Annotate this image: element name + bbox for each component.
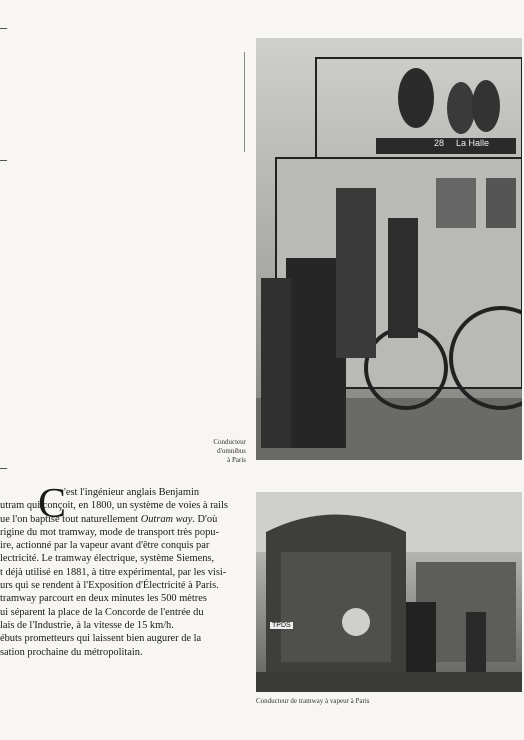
text-line [0,513,240,526]
body-text [0,481,240,659]
text-line: utram qui conçoit, en 1800, un système de voies à rails [0,500,228,512]
omnibus-route-sign: 28 [434,138,445,148]
tramway-caption: Conducteur de tramway à vapeur à Paris [256,697,370,705]
fold-line [244,52,245,152]
text-fragment: . D'où [192,513,218,525]
margin-mark [0,160,7,161]
text-line: ire, actionné par la vapeur avant d'être conquis par [0,540,210,552]
margin-mark [0,468,7,469]
omnibus-caption [190,438,246,465]
text-line: rigine du mot tramway, mode de transport très popu- [0,526,219,538]
margin-mark [0,28,7,29]
omnibus-destination-sign: La Halle [456,138,490,148]
text-line: urs qui se rendent à l'Exposition d'Électricité à Paris. [0,580,219,592]
text-line: t déjà utilisé en 1881, à titre expérimental, par les visi- [0,566,227,578]
omnibus-photo [256,38,522,460]
text-line: sation prochaine du métropolitain. [0,646,143,658]
text-line: ébuts prometteurs qui laissent bien augurer de la [0,633,202,645]
text-line: tramway parcourt en deux minutes les 500 mètres [0,593,207,605]
steam-tram-photo [256,492,522,692]
caption-line: à Paris [227,456,246,464]
text-line: ui séparent la place de la Concorde de l'entrée du [0,606,204,618]
text-fragment: ue l'on baptise tout naturellement [0,513,139,525]
text-line: 'est l'ingénieur anglais Benjamin [64,487,200,498]
caption-line: Conducteur [213,438,246,446]
caption-line: d'omnibus [217,447,246,455]
tram-plate: TPDS [272,622,291,629]
text-line: lectricité. Le tramway électrique, système Siemens, [0,553,215,565]
text-line: lais de l'Industrie, à la vitesse de 15 km/h. [0,619,174,631]
drop-cap: C [38,481,67,527]
italic-term: Outram way [140,513,193,525]
